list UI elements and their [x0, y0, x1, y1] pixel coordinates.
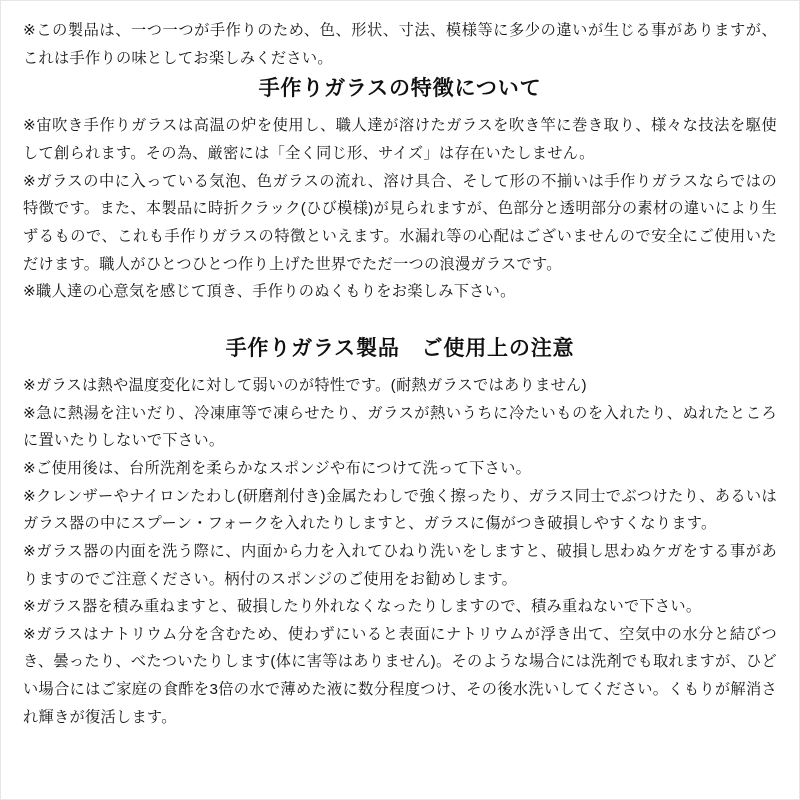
intro-block	[23, 17, 777, 72]
caution-paragraph-6: ※ガラス器を積み重ねますと、破損したり外れなくなったりしますので、積み重ねないで下さい。	[23, 598, 702, 616]
features-paragraph-3: ※職人達の心意気を感じて頂き、手作りのぬくもりをお楽しみ下さい。	[23, 283, 516, 301]
features-paragraph-1: ※宙吹き手作りガラスは高温の炉を使用し、職人達が溶けたガラスを吹き竿に巻き取り、様々な技法を駆使して創られます。その為、厳密には「全く同じ形、サイズ」は存在いたしません。	[23, 117, 777, 162]
section-features	[23, 72, 777, 306]
caution-paragraph-3: ※ご使用後は、台所洗剤を柔らかなスポンジや布につけて洗って下さい。	[23, 459, 532, 477]
features-paragraph-2: ※ガラスの中に入っている気泡、色ガラスの流れ、溶け具合、そして形の不揃いは手作りガラスならではの特徴です。また、本製品に時折クラック(ひび模様)が見られますが、色部分と透明部分の素材の違いにより生ずるもので、これも手作りガラスの特徴といえます。水漏れ等の心配はございませんので安全にご使用いただけます。職人がひとつひとつ作り上げた世界でただ一つの浪漫ガラスです。	[23, 172, 777, 273]
caution-paragraph-5: ※ガラス器の内面を洗う際に、内面から力を入れてひねり洗いをしますと、破損し思わぬケガをする事がありますのでご注意ください。柄付のスポンジのご使用をお勧めします。	[23, 542, 777, 588]
caution-paragraph-1: ※ガラスは熱や温度変化に対して弱いのが特性です。(耐熱ガラスではありません)	[23, 376, 587, 394]
intro-paragraph: ※この製品は、一つ一つが手作りのため、色、形状、寸法、模様等に多少の違いが生じる事がありますが、これは手作りの味としてお楽しみください。	[23, 22, 777, 67]
section-cautions	[23, 332, 777, 732]
section-heading-features: 手作りガラスの特徴について	[258, 77, 542, 101]
caution-paragraph-4: ※クレンザーやナイロンたわし(研磨剤付き)金属たわしで強く擦ったり、ガラス同士でぶつけたり、あるいはガラス器の中にスプーン・フォークを入れたりしますと、ガラスに傷がつき破損しやすくなります。	[23, 487, 777, 533]
section-heading-cautions: 手作りガラス製品 ご使用上の注意	[225, 336, 575, 360]
caution-paragraph-7: ※ガラスはナトリウム分を含むため、使わずにいると表面にナトリウムが浮き出て、空気中の水分と結びつき、曇ったり、べたついたりします(体に害等はありません)。そのような場合には洗剤でも取れますが、ひどい場合にはご家庭の食酢を3倍の水で薄めた液に数分程度つけ、その後水洗いしてください。くもりが解消され輝きが復活します。	[23, 625, 777, 726]
caution-paragraph-2: ※急に熱湯を注いだり、冷凍庫等で凍らせたり、ガラスが熱いうちに冷たいものを入れたり、ぬれたところに置いたりしないで下さい。	[23, 404, 777, 450]
